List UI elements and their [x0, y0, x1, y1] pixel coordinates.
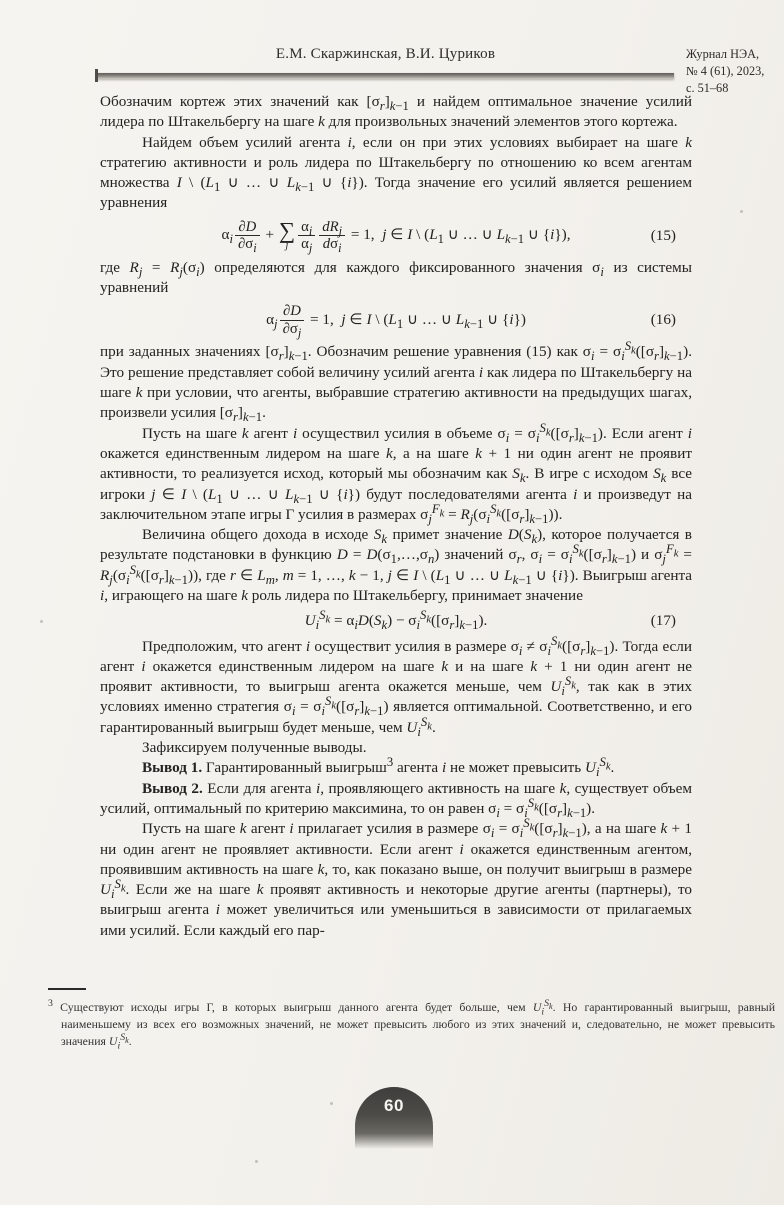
paragraph-11: Пусть на шаге k агент i прилагает усилия в размере $\sigma_i = \sigma_i^{S_k}([\sigma_r]_{k-1})$, а на шаге k + 1 ни один агент не проявляет активности. Если агент i окажется единственным агентом, проявившим активность на шаге k, то, как показано выше, он получит выигрыш в размере $U_i^{S_k}$. Если же на шаге k проявят активность и некоторые другие агенты (партнеры), то выигрыш агента i может увеличиться или уменьшиться в зависимости от прилагаемых ими усилий. Если каждый его пар- [100, 816, 693, 939]
equation-15-body: $\alpha_i$ $\frac{\partial D}{\partial\sigma_i}$ + ∑ j $\frac{\alpha_i}{\alpha_j}$ $\frac{dR_j}{d\sigma_i}$ = 1, j ∈ I \ ($L_1$ ∪ … ∪ $L_{k-1}$ ∪ {i}), [221, 217, 571, 256]
equation-17-body: $U_i^{S_k} = \alpha_iD(S_k) - \sigma_i^{S_k}([\sigma_r]_{k-1})$. [304, 608, 488, 633]
equation-16-body: $\alpha_j$ $\frac{\partial D}{\partial\sigma_j}$ = 1, j ∈ I \ ($L_1$ ∪ … ∪ $L_{k-1}$ ∪ {i}) [266, 303, 526, 340]
equation-17-number: (17) [650, 612, 676, 630]
running-head-authors: Е.М. Скаржинская, В.И. Цуриков [275, 46, 496, 62]
scan-speckle [255, 1160, 258, 1163]
equation-16 [100, 303, 692, 340]
journal-reference [686, 46, 778, 97]
paragraph-5: Пусть на шаге k агент i осуществил усилия в объеме $\sigma_i = \sigma_i^{S_k}([\sigma_r]_{k-1})$. Если агент i окажется единственным лидером на шаге k, а на шаге k + 1 ни один агент не проявит активности, то реализуется исход, который мы обозначим как $S_k$. В игре с исходом $S_k$ все игроки j ∈ I \ ($L_1$ ∪ … ∪ $L_{k-1}$ ∪ {i}) будут последователями агента i и произведут на заключительном этапе игры Γ усилия в размерах $\sigma_j^{F_k} = R_j(\sigma_i^{S_k}([\sigma_r]_{k-1}))$. [100, 420, 693, 526]
scan-speckle [740, 210, 743, 213]
paragraph-7: Предположим, что агент i осуществит усилия в размере $\sigma_i \ne \sigma_i^{S_k}([\sigma_r]_{k-1})$. Тогда если агент i окажется единственным лидером на шаге k и на шаге k + 1 ни один агент не проявит активности, то выигрыш агента окажется меньше, чем $U_i^{S_k}$, так как в этих условиях именно стратегия $\sigma_i = \sigma_i^{S_k}([\sigma_r]_{k-1})$ является оптимальной. Соответственно, и его гарантированный выигрыш будет меньше, чем $U_i^{S_k}$. [100, 633, 693, 739]
paragraph-4: при заданных значениях $[\sigma_r]_{k-1}$. Обозначим решение уравнения (15) как $\sigma_i = \sigma_i^{S_k}([\sigma_r]_{k-1})$. Это решение представляет собой величину усилий агента i как лидера по Штакельбергу на шаге k при условии, что агенты, выбравшие стратегию активности на предыдущих шагах, произвели усилия $[\sigma_r]_{k-1}$. [100, 339, 692, 425]
equation-15-number: (15) [650, 226, 676, 244]
paragraph-6: Величина общего дохода в исходе $S_k$ примет значение $D(S_k)$, которое получается в результате подстановки в функцию $D = D(\sigma_1,\dots,\sigma_n)$ значений $\sigma_r$, $\sigma_i = \sigma_i^{S_k}([\sigma_r]_{k-1})$ и $\sigma_j^{F_k} = R_j(\sigma_i^{S_k}([\sigma_r]_{k-1}))$, где r ∈ $L_m$, m = 1, …, k − 1, j ∈ I \ ($L_1$ ∪ … ∪ $L_{k-1}$ ∪ {i}). Выигрыш агента i, играющего на шаге k роль лидера по Штакельбергу, принимает значение [100, 526, 693, 604]
page-number-badge [355, 1087, 433, 1149]
scan-speckle [40, 620, 43, 623]
scan-speckle [330, 1102, 333, 1105]
footnote-3: $^3$ Существуют исходы игры Γ, в которых выигрыш данного агента будет больше, чем $U_i^{S_k}$. Но гарантированный выигрыш, равный наименьшему из всех его возможных значений, не может превысить любого из этих значений и, следовательно, не может превысить значения $U_i^{S_k}$. [48, 998, 776, 1051]
journal-name: Журнал НЭА, [686, 47, 760, 61]
paragraph-8: Зафиксируем полученные выводы. [142, 739, 367, 757]
journal-pages: с. 51–68 [686, 81, 729, 95]
journal-issue: № 4 (61), 2023, [686, 64, 765, 78]
header-rule [97, 73, 674, 79]
paragraph-2: Найдем объем усилий агента i, если он при этих условиях выбирает на шаге k стратегию активности и роль лидера по Штакельбергу по отношению ко всем агентам множества I \ ($L_1$ ∪ … ∪ $L_{k-1}$ ∪ {i}). Тогда значение его усилий является решением уравнения [100, 133, 693, 212]
page-number: 60 [384, 1096, 404, 1115]
footnote-separator [48, 988, 86, 990]
equation-15 [100, 217, 692, 256]
conclusion-2: Вывод 2. Если для агента i, проявляющего активность на шаге k, существует объем усилий, оптимальный по критерию максимина, то он равен $\sigma_i = \sigma_i^{S_k}([\sigma_r]_{k-1})$. [100, 779, 692, 820]
equation-16-number: (16) [650, 311, 676, 329]
article-body [100, 92, 692, 941]
conclusion-1: Вывод 1. Гарантированный выигрыш$^3$ агента i не может превысить $U_i^{S_k}$. [142, 755, 615, 780]
paragraph-3: где $R_j = R_j(\sigma_i)$ определяются для каждого фиксированного значения $\sigma_i$ из системы уравнений [100, 258, 692, 297]
equation-17 [100, 608, 692, 633]
paragraph-1: Обозначим кортеж этих значений как $[\sigma_r]_{k-1}$ и найдем оптимальное значение усилий лидера по Штакельбергу на шаге k для произвольных значений элементов этого кортежа. [100, 93, 692, 131]
